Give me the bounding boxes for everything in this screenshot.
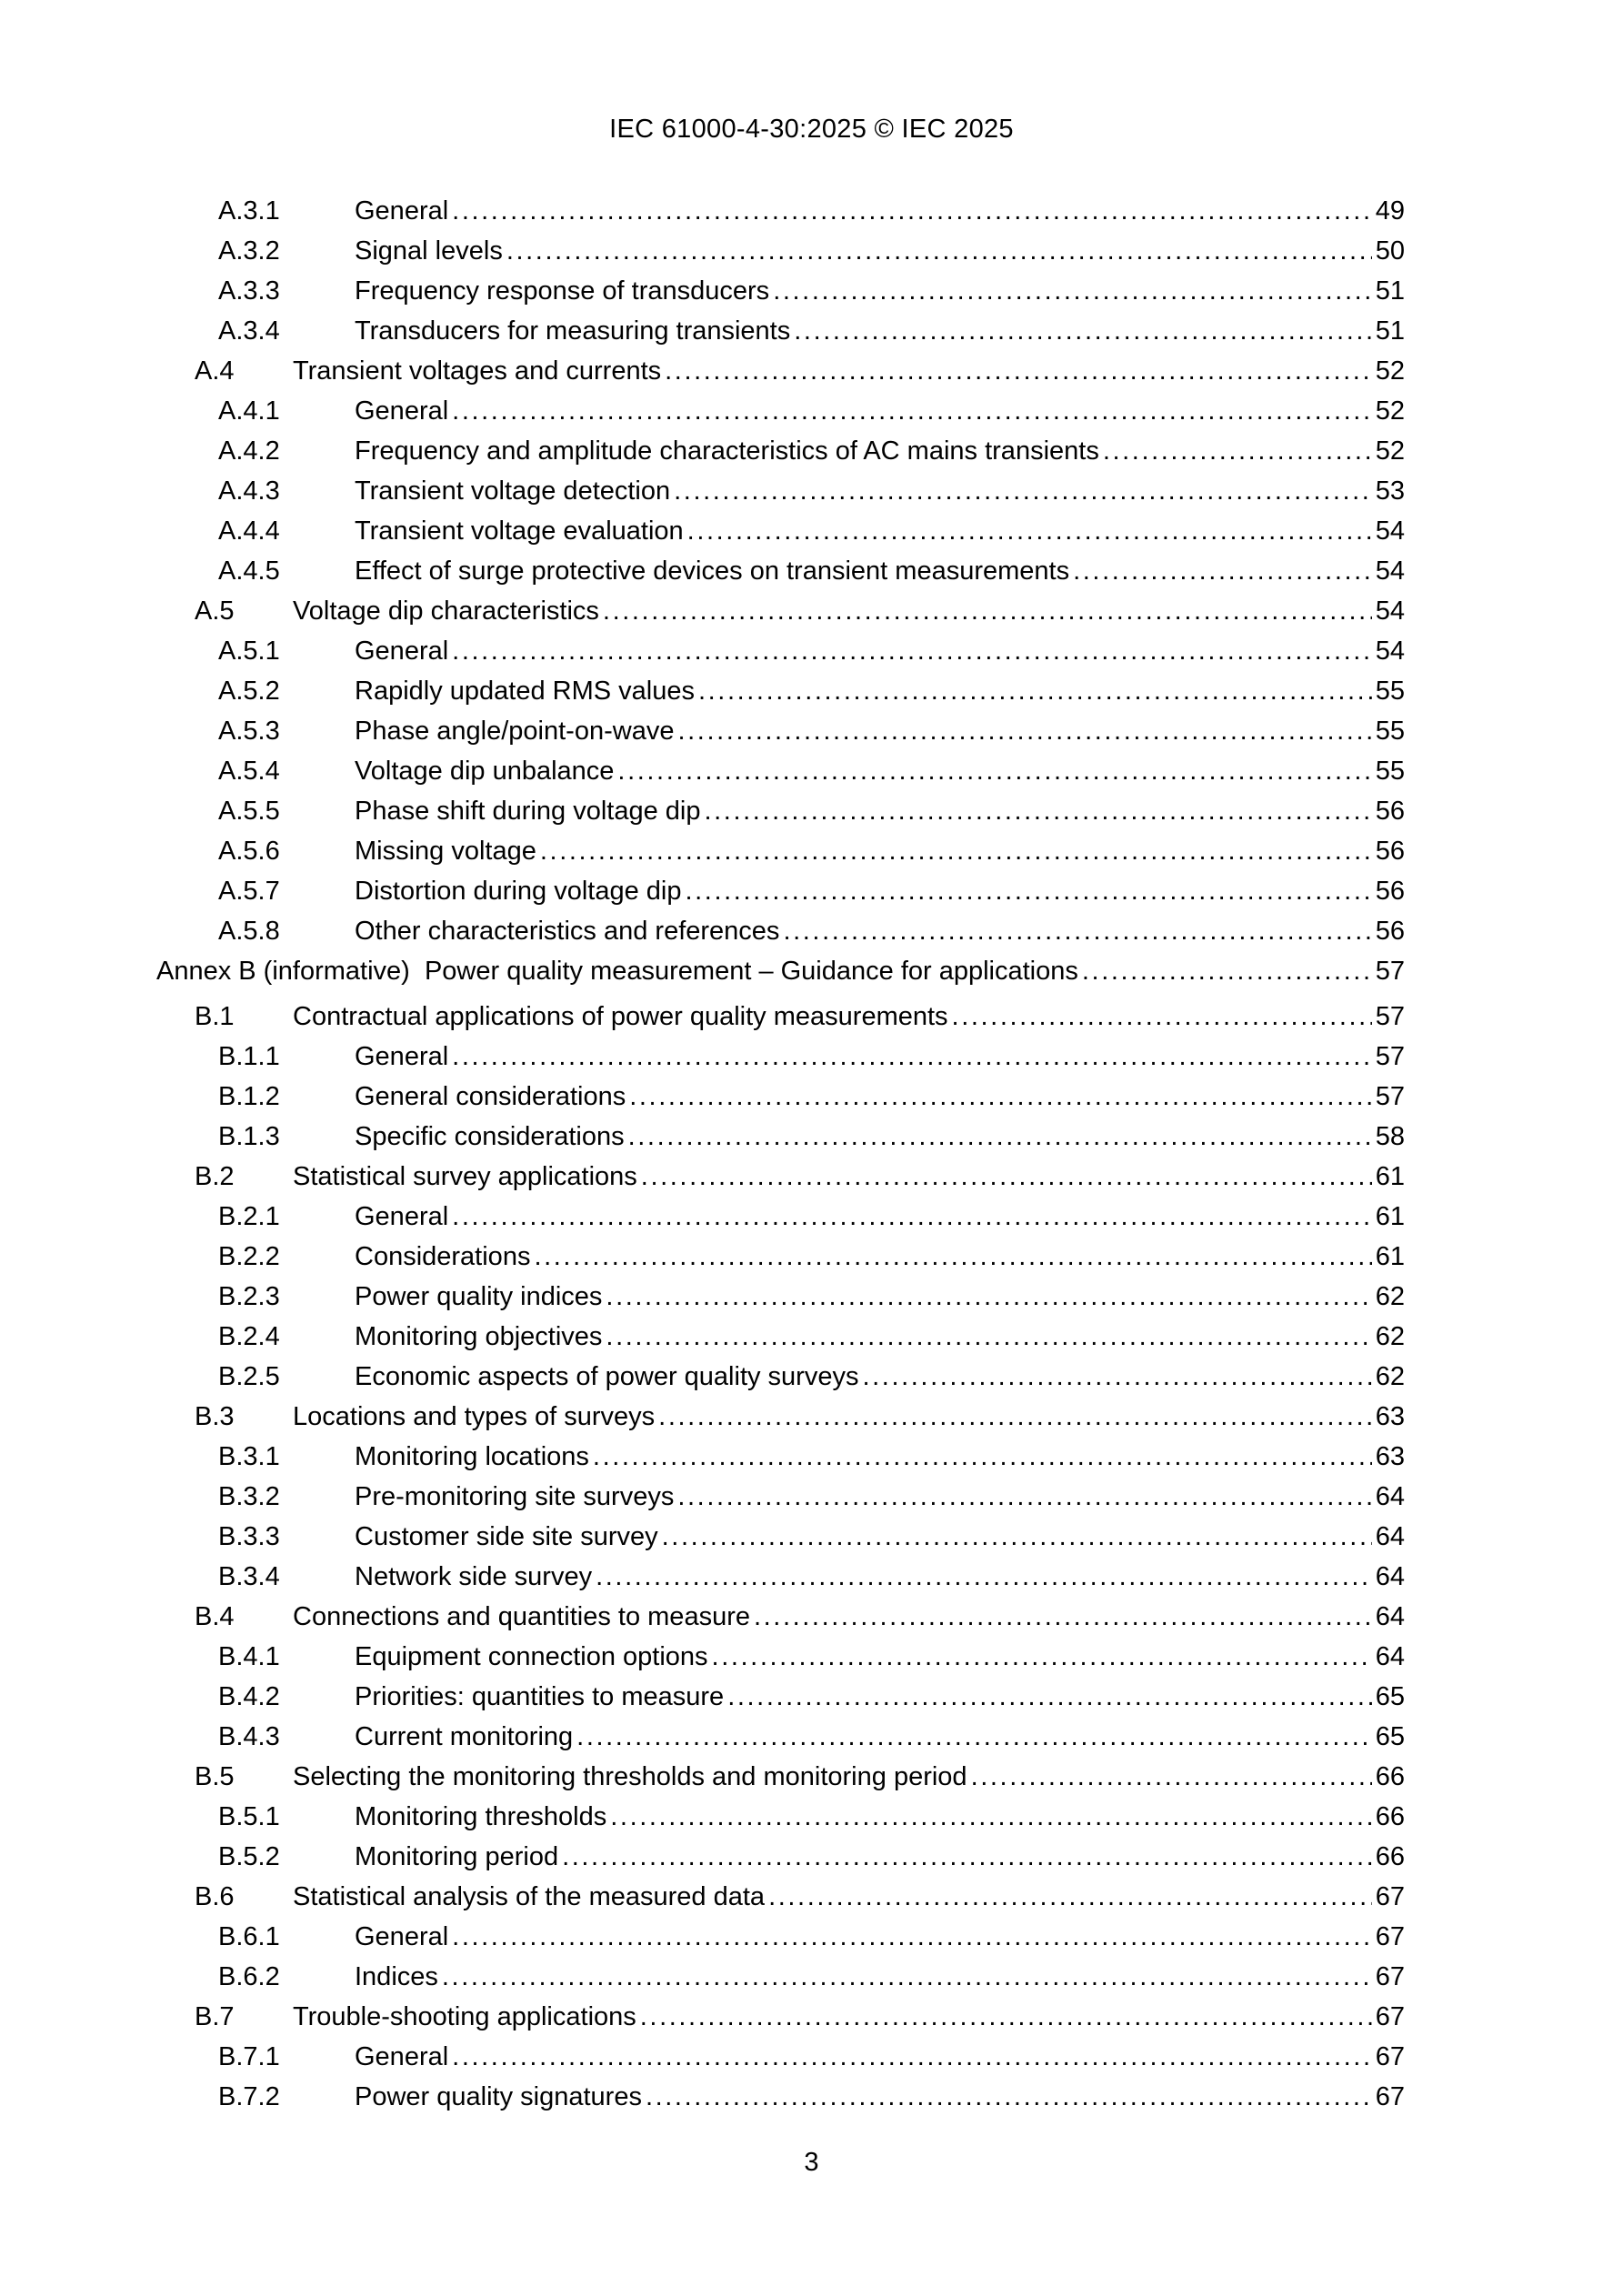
toc-dot-leader: [452, 631, 1372, 671]
toc-entry-number: B.7.2: [218, 2082, 280, 2111]
toc-entry-page: 52: [1375, 356, 1405, 386]
toc-entry: [0, 671, 1623, 711]
toc-entry-page: 55: [1375, 677, 1405, 706]
toc-entry-page: 63: [1375, 1402, 1405, 1431]
toc-entry-title: Frequency and amplitude characteristics of AC mains transients: [355, 436, 1099, 466]
toc-entry-title: Pre-monitoring site surveys: [355, 1482, 675, 1511]
toc-dot-leader: [452, 391, 1372, 431]
toc-dot-leader: [662, 1517, 1372, 1557]
toc-entry-number: A.3.1: [218, 196, 280, 226]
toc-entry-page: 61: [1375, 1162, 1405, 1191]
toc-entry-title: Monitoring objectives: [355, 1322, 603, 1351]
toc-dot-leader: [687, 511, 1372, 551]
toc-entry-page: 66: [1375, 1842, 1405, 1871]
toc-entry-title: General considerations: [355, 1082, 626, 1111]
toc-dot-leader: [506, 231, 1372, 271]
toc-entry-title: Rapidly updated RMS values: [355, 677, 695, 706]
toc-entry-page: 65: [1375, 1682, 1405, 1711]
toc-entry: [0, 1237, 1623, 1277]
toc-entry-page: 64: [1375, 1642, 1405, 1671]
toc-entry-page: 56: [1375, 797, 1405, 826]
toc-entry-number: B.2.1: [218, 1202, 280, 1231]
toc-entry-page: 57: [1375, 1002, 1405, 1031]
toc-entry-number: A.5.5: [218, 797, 280, 826]
toc-entry-page: 67: [1375, 1962, 1405, 1991]
toc-entry: [0, 711, 1623, 751]
toc-entry-title: Frequency response of transducers: [355, 276, 770, 306]
toc-dot-leader: [452, 191, 1372, 231]
toc-dot-leader: [452, 1917, 1372, 1957]
toc-entry-number: B.6: [195, 1882, 235, 1911]
toc-entry: [0, 1877, 1623, 1917]
toc-entry: [0, 2077, 1623, 2117]
toc-dot-leader: [1082, 951, 1372, 991]
toc-entry-title: Monitoring thresholds: [355, 1802, 607, 1831]
toc-entry-title: Indices: [355, 1962, 438, 1991]
toc-entry-number: A.4.1: [218, 396, 280, 426]
toc-entry-title: Signal levels: [355, 236, 503, 266]
toc-entry: [0, 351, 1623, 391]
toc-entry: [0, 791, 1623, 831]
toc-entry-title: Customer side site survey: [355, 1522, 658, 1551]
toc-entry-number: A.4.3: [218, 476, 280, 506]
toc-entry-title: Transient voltage detection: [355, 476, 671, 506]
toc-entry-number: A.5.8: [218, 917, 280, 946]
toc-entry: [0, 1357, 1623, 1397]
toc-entry: [0, 1157, 1623, 1197]
toc-entry-number: B.4.3: [218, 1722, 280, 1751]
toc-entry-number: B.5: [195, 1762, 235, 1791]
toc-entry: [0, 1317, 1623, 1357]
toc-entry-number: A.5.4: [218, 757, 280, 786]
toc-dot-leader: [783, 911, 1371, 951]
toc-entry-page: 57: [1375, 957, 1405, 986]
toc-entry-title: Monitoring locations: [355, 1442, 589, 1471]
toc-entry-title: General: [355, 196, 449, 226]
toc-entry-title: General: [355, 2042, 449, 2071]
toc-entry: [0, 1717, 1623, 1757]
toc-entry: [0, 191, 1623, 231]
toc-entry-number: B.3.2: [218, 1482, 280, 1511]
toc-dot-leader: [617, 751, 1371, 791]
toc-entry-page: 56: [1375, 917, 1405, 946]
toc-entry-number: B.2.3: [218, 1282, 280, 1311]
toc-entry-number: A.4.4: [218, 516, 280, 546]
toc-entry-page: 50: [1375, 236, 1405, 266]
toc-dot-leader: [712, 1637, 1372, 1677]
toc-dot-leader: [754, 1597, 1372, 1637]
toc-dot-leader: [640, 1997, 1372, 2037]
toc-entry-number: B.3.4: [218, 1562, 280, 1591]
toc-annex-entry: [0, 951, 1623, 991]
toc-entry-page: 52: [1375, 436, 1405, 466]
toc-entry-title: Network side survey: [355, 1562, 593, 1591]
toc-entry-title: General: [355, 396, 449, 426]
toc-dot-leader: [593, 1437, 1372, 1477]
toc-entry-title: Connections and quantities to measure: [293, 1602, 750, 1631]
toc-entry-number: B.6.2: [218, 1962, 280, 1991]
toc-entry-page: 65: [1375, 1722, 1405, 1751]
toc-dot-leader: [727, 1677, 1372, 1717]
toc-dot-leader: [677, 1477, 1371, 1517]
toc-entry: [0, 751, 1623, 791]
toc-entry: [0, 471, 1623, 511]
toc-entry-number: B.4: [195, 1602, 235, 1631]
toc-entry-title: General: [355, 1042, 449, 1071]
toc-dot-leader: [768, 1877, 1372, 1917]
toc-entry: [0, 311, 1623, 351]
toc-entry-number: B.3: [195, 1402, 235, 1431]
toc-entry-page: 63: [1375, 1442, 1405, 1471]
toc-entry: [0, 1477, 1623, 1517]
toc-dot-leader: [665, 351, 1372, 391]
toc-dot-leader: [629, 1077, 1372, 1117]
toc-entry: [0, 1437, 1623, 1477]
toc-entry-number: B.4.1: [218, 1642, 280, 1671]
toc-entry-title: Phase angle/point-on-wave: [355, 717, 675, 746]
toc-entry-title: Considerations: [355, 1242, 531, 1271]
toc-dot-leader: [794, 311, 1371, 351]
toc-entry: [0, 2037, 1623, 2077]
toc-dot-leader: [606, 1277, 1371, 1317]
toc-dot-leader: [971, 1757, 1372, 1797]
toc-dot-leader: [596, 1557, 1372, 1597]
toc-dot-leader: [606, 1317, 1371, 1357]
toc-dot-leader: [641, 1157, 1372, 1197]
toc-entry-title: Equipment connection options: [355, 1642, 708, 1671]
toc-entry-number: B.5.1: [218, 1802, 280, 1831]
toc-dot-leader: [862, 1357, 1371, 1397]
toc-entry-number: A.5.6: [218, 837, 280, 866]
toc-entry-title: Current monitoring: [355, 1722, 574, 1751]
toc-entry-page: 61: [1375, 1202, 1405, 1231]
toc-entry: [0, 1837, 1623, 1877]
toc-entry-number: A.3.4: [218, 316, 280, 346]
toc-entry-page: 56: [1375, 877, 1405, 906]
toc-entry-title: Effect of surge protective devices on transient measurements: [355, 556, 1070, 586]
toc-entry-title: Transducers for measuring transients: [355, 316, 791, 346]
toc-entry: [0, 431, 1623, 471]
toc-entry-number: B.2: [195, 1162, 235, 1191]
toc-entry-page: 62: [1375, 1362, 1405, 1391]
toc-entry-title: Voltage dip unbalance: [355, 757, 615, 786]
toc-entry-page: 57: [1375, 1082, 1405, 1111]
toc-entry-title: Distortion during voltage dip: [355, 877, 682, 906]
toc-entry-page: 67: [1375, 2002, 1405, 2031]
toc-entry-number: A.3.3: [218, 276, 280, 306]
toc-entry: [0, 1397, 1623, 1437]
toc-entry: [0, 631, 1623, 671]
toc-entry-title: Trouble-shooting applications: [293, 2002, 636, 2031]
toc-entry-title: General: [355, 637, 449, 666]
toc-entry-page: 67: [1375, 1922, 1405, 1951]
toc-entry-number: B.5.2: [218, 1842, 280, 1871]
page-header: IEC 61000-4-30:2025 © IEC 2025: [609, 115, 1014, 144]
toc-entry-title: Power quality signatures: [355, 2082, 642, 2111]
toc-dot-leader: [540, 831, 1372, 871]
toc-entry: [0, 1797, 1623, 1837]
toc-entry-title: Transient voltage evaluation: [355, 516, 684, 546]
toc-entry: [0, 871, 1623, 911]
toc-entry-page: 64: [1375, 1562, 1405, 1591]
toc-entry-page: 51: [1375, 316, 1405, 346]
toc-dot-leader: [658, 1397, 1372, 1437]
toc-entry-number: B.1: [195, 1002, 235, 1031]
toc-entry-page: 67: [1375, 2042, 1405, 2071]
toc-dot-leader: [1103, 431, 1372, 471]
toc-entry-title: Statistical analysis of the measured data: [293, 1882, 766, 1911]
toc-entry-title: Power quality indices: [355, 1282, 603, 1311]
toc-entry: [0, 1597, 1623, 1637]
toc-dot-leader: [442, 1957, 1372, 1997]
toc-entry-page: 62: [1375, 1282, 1405, 1311]
toc-entry-number: B.4.2: [218, 1682, 280, 1711]
toc-entry-title: Locations and types of surveys: [293, 1402, 656, 1431]
toc-entry-title: Economic aspects of power quality surveys: [355, 1362, 859, 1391]
toc-entry-page: 64: [1375, 1482, 1405, 1511]
toc-entry-number: B.2.5: [218, 1362, 280, 1391]
toc-entry: [0, 1037, 1623, 1077]
toc-entry: [0, 391, 1623, 431]
toc-entry: [0, 1997, 1623, 2037]
toc-dot-leader: [452, 2037, 1372, 2077]
toc-entry-title: Selecting the monitoring thresholds and monitoring period: [293, 1762, 967, 1791]
toc-entry-title: Specific considerations: [355, 1122, 625, 1151]
toc-dot-leader: [646, 2077, 1372, 2117]
toc-entry-number: B.1.3: [218, 1122, 280, 1151]
toc-entry: [0, 1517, 1623, 1557]
toc-entry-number: A.4.5: [218, 556, 280, 586]
page-number: 3: [804, 2148, 819, 2177]
toc-entry-number: B.1.1: [218, 1042, 280, 1071]
toc-entry-number: A.5: [195, 597, 235, 626]
toc-entry-page: 64: [1375, 1602, 1405, 1631]
toc-entry-title: Voltage dip characteristics: [293, 597, 599, 626]
toc-entry-page: 52: [1375, 396, 1405, 426]
toc-dot-leader: [452, 1037, 1372, 1077]
toc-entry-number: A.4.2: [218, 436, 280, 466]
toc-entry: [0, 1117, 1623, 1157]
toc-dot-leader: [610, 1797, 1371, 1837]
toc-dot-leader: [677, 711, 1371, 751]
toc-dot-leader: [674, 471, 1372, 511]
toc-entry: [0, 1917, 1623, 1957]
toc-entry-page: 66: [1375, 1802, 1405, 1831]
toc-entry: [0, 1077, 1623, 1117]
toc-dot-leader: [628, 1117, 1372, 1157]
toc-entry: [0, 271, 1623, 311]
toc-entry: [0, 1957, 1623, 1997]
toc-entry: [0, 1197, 1623, 1237]
toc-entry: [0, 1757, 1623, 1797]
toc-entry: [0, 1677, 1623, 1717]
toc-entry-title: Phase shift during voltage dip: [355, 797, 701, 826]
toc-dot-leader: [773, 271, 1372, 311]
toc-entry-page: 54: [1375, 516, 1405, 546]
toc-entry: [0, 997, 1623, 1037]
toc-entry-title: Priorities: quantities to measure: [355, 1682, 725, 1711]
toc-entry-page: 67: [1375, 1882, 1405, 1911]
toc-entry-page: 55: [1375, 717, 1405, 746]
toc-entry-page: 57: [1375, 1042, 1405, 1071]
toc-entry: [0, 591, 1623, 631]
toc-entry-title: Missing voltage: [355, 837, 536, 866]
toc-dot-leader: [576, 1717, 1372, 1757]
toc-entry-page: 54: [1375, 637, 1405, 666]
toc-entry-number: B.2.4: [218, 1322, 280, 1351]
toc-entry-page: 54: [1375, 556, 1405, 586]
toc-entry-page: 67: [1375, 2082, 1405, 2111]
toc-entry: [0, 911, 1623, 951]
toc-entry-page: 53: [1375, 476, 1405, 506]
toc-entry-number: B.3.3: [218, 1522, 280, 1551]
toc-dot-leader: [1073, 551, 1372, 591]
toc-entry: [0, 511, 1623, 551]
toc-entry: [0, 1637, 1623, 1677]
toc-dot-leader: [704, 791, 1371, 831]
toc-entry-number: A.5.3: [218, 717, 280, 746]
toc-dot-leader: [562, 1837, 1372, 1877]
toc-entry-page: 66: [1375, 1762, 1405, 1791]
toc-dot-leader: [698, 671, 1372, 711]
toc-entry-number: B.6.1: [218, 1922, 280, 1951]
toc-entry-page: 54: [1375, 597, 1405, 626]
toc-entry-number: B.7.1: [218, 2042, 280, 2071]
toc-entry-title: Statistical survey applications: [293, 1162, 637, 1191]
toc-entry-number: A.5.7: [218, 877, 280, 906]
toc-entry-page: 51: [1375, 276, 1405, 306]
toc-entry-number: A.5.2: [218, 677, 280, 706]
toc-dot-leader: [952, 997, 1372, 1037]
toc-entry: [0, 1557, 1623, 1597]
toc-entry-title: General: [355, 1922, 449, 1951]
toc-entry-number: B.2.2: [218, 1242, 280, 1271]
toc-entry-page: 64: [1375, 1522, 1405, 1551]
toc-entry-number: B.1.2: [218, 1082, 280, 1111]
toc-entry-page: 55: [1375, 757, 1405, 786]
toc-entry-number: A.4: [195, 356, 235, 386]
toc-dot-leader: [452, 1197, 1372, 1237]
toc-entry-title: Monitoring period: [355, 1842, 559, 1871]
toc-entry: [0, 551, 1623, 591]
toc-entry-title: General: [355, 1202, 449, 1231]
toc-entry-page: 62: [1375, 1322, 1405, 1351]
toc-entry-title: Transient voltages and currents: [293, 356, 662, 386]
toc-entry-page: 49: [1375, 196, 1405, 226]
toc-entry: [0, 831, 1623, 871]
toc-dot-leader: [685, 871, 1371, 911]
toc-entry-title: Other characteristics and references: [355, 917, 780, 946]
toc-entry-number: B.3.1: [218, 1442, 280, 1471]
toc-dot-leader: [603, 591, 1372, 631]
toc-entry-page: 61: [1375, 1242, 1405, 1271]
toc-entry: [0, 231, 1623, 271]
toc-entry: [0, 1277, 1623, 1317]
toc-dot-leader: [534, 1237, 1371, 1277]
toc-entry-page: 58: [1375, 1122, 1405, 1151]
toc-entry-title: Annex B (informative) Power quality measurement – Guidance for applications: [156, 957, 1078, 986]
toc-entry-title: Contractual applications of power quality measurements: [293, 1002, 948, 1031]
toc-entry-page: 56: [1375, 837, 1405, 866]
toc-entry-number: A.5.1: [218, 637, 280, 666]
toc-entry-number: B.7: [195, 2002, 235, 2031]
toc-entry-number: A.3.2: [218, 236, 280, 266]
